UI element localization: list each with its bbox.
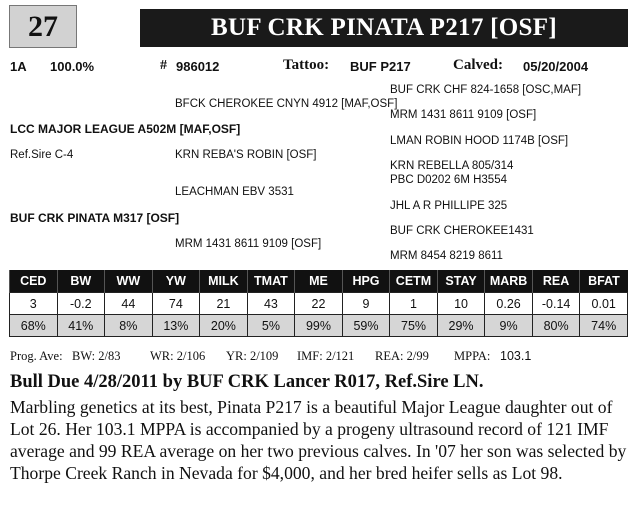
epd-value: 0.01 xyxy=(580,293,628,315)
epd-value: 0.26 xyxy=(485,293,533,315)
epd-value: 10 xyxy=(437,293,485,315)
pedigree-sire-dam: KRN REBA'S ROBIN [OSF] xyxy=(175,149,317,161)
epd-value: 44 xyxy=(105,293,153,315)
pedigree-ssire-sire-reg: MRM 1431 8611 9109 [OSF] xyxy=(390,109,537,121)
calved-label: Calved: xyxy=(453,57,503,73)
epd-value: 9 xyxy=(342,293,390,315)
epd-header: TMAT xyxy=(247,270,295,293)
epd-percentile: 75% xyxy=(390,315,438,337)
pedigree-dsire-dam: JHL A R PHILLIPE 325 xyxy=(390,200,508,212)
epd-value: 43 xyxy=(247,293,295,315)
info-code: 1A xyxy=(10,59,27,74)
progeny-label: Prog. Ave: xyxy=(10,349,63,363)
progeny-rea: REA: 2/99 xyxy=(375,349,429,363)
epd-percentile: 99% xyxy=(295,315,343,337)
pedigree-dam-dam: MRM 1431 8611 9109 [OSF] xyxy=(175,238,322,250)
reg-symbol: # xyxy=(160,58,167,73)
description-paragraph: Marbling genetics at its best, Pinata P217 is a beautiful Major League daughter out of Lot 26. Her 103.1 MPPA is accompanied by a progeny ultrasound record of 121 IMF average and 99 REA average on her two previous calves. In '07 her son was selected by Thorpe Creek Ranch in Nevada for $4,000, and her bred heifer sells as Lot 98. xyxy=(10,397,627,483)
epd-value: 22 xyxy=(295,293,343,315)
progeny-mppa-label: MPPA: xyxy=(454,349,491,363)
tattoo-value: BUF P217 xyxy=(350,59,411,74)
epd-values-row xyxy=(10,293,628,315)
info-percent: 100.0% xyxy=(50,59,95,74)
epd-percentile: 74% xyxy=(580,315,628,337)
pedigree-dam: BUF CRK PINATA M317 [OSF] xyxy=(10,211,180,225)
pedigree-sire: LCC MAJOR LEAGUE A502M [MAF,OSF] xyxy=(10,122,241,136)
tattoo-label: Tattoo: xyxy=(283,57,330,73)
epd-header: WW xyxy=(105,270,153,293)
epd-percentile-row xyxy=(10,315,628,337)
epd-header: CED xyxy=(10,270,58,293)
lot-number: 27 xyxy=(28,9,58,43)
epd-table xyxy=(9,270,628,337)
lot-number-box xyxy=(9,5,77,48)
pedigree-dam-sire: LEACHMAN EBV 3531 xyxy=(175,186,294,198)
epd-percentile: 68% xyxy=(10,315,58,337)
epd-percentile: 41% xyxy=(57,315,105,337)
epd-percentile: 13% xyxy=(152,315,200,337)
epd-header: CETM xyxy=(390,270,438,293)
progeny-bw: BW: 2/83 xyxy=(72,349,121,363)
epd-value: -0.2 xyxy=(57,293,105,315)
epd-header: BFAT xyxy=(580,270,628,293)
epd-header: REA xyxy=(532,270,580,293)
reg-number: 986012 xyxy=(176,59,220,74)
epd-header: YW xyxy=(152,270,200,293)
progeny-imf: IMF: 2/121 xyxy=(297,349,355,363)
epd-header: BW xyxy=(57,270,105,293)
epd-header: MILK xyxy=(200,270,248,293)
animal-name: BUF CRK PINATA P217 [OSF] xyxy=(211,14,557,41)
epd-value: 74 xyxy=(152,293,200,315)
pedigree-dsire-sire: PBC D0202 6M H3554 xyxy=(390,174,507,186)
pedigree-sdam-sire: LMAN ROBIN HOOD 1174B [OSF] xyxy=(390,135,569,147)
epd-percentile: 29% xyxy=(437,315,485,337)
progeny-mppa-value: 103.1 xyxy=(500,349,532,363)
pedigree-sdam-dam: KRN REBELLA 805/314 xyxy=(390,160,514,172)
calved-value: 05/20/2004 xyxy=(523,59,589,74)
epd-percentile: 20% xyxy=(200,315,248,337)
epd-header: STAY xyxy=(437,270,485,293)
pedigree-ddam-sire: BUF CRK CHEROKEE1431 xyxy=(390,225,534,237)
epd-percentile: 59% xyxy=(342,315,390,337)
epd-percentile: 8% xyxy=(105,315,153,337)
epd-header: HPG xyxy=(342,270,390,293)
progeny-yr: YR: 2/109 xyxy=(226,349,279,363)
progeny-wr: WR: 2/106 xyxy=(150,349,206,363)
pedigree-ref-sire: Ref.Sire C-4 xyxy=(10,149,74,161)
title-bar xyxy=(140,9,628,47)
epd-header-row xyxy=(10,270,628,293)
epd-value: -0.14 xyxy=(532,293,580,315)
epd-header: ME xyxy=(295,270,343,293)
epd-value: 21 xyxy=(200,293,248,315)
pedigree-ddam-dam: MRM 8454 8219 8611 xyxy=(390,250,503,262)
epd-percentile: 9% xyxy=(485,315,533,337)
pedigree-sire-sire: BFCK CHEROKEE CNYN 4912 [MAF,OSF] xyxy=(175,98,398,110)
epd-header: MARB xyxy=(485,270,533,293)
epd-percentile: 80% xyxy=(532,315,580,337)
epd-value: 3 xyxy=(10,293,58,315)
epd-percentile: 5% xyxy=(247,315,295,337)
pedigree-ssire-sire: BUF CRK CHF 824-1658 [OSC,MAF] xyxy=(390,84,582,96)
bull-due-line: Bull Due 4/28/2011 by BUF CRK Lancer R017, Ref.Sire LN. xyxy=(10,372,484,392)
epd-value: 1 xyxy=(390,293,438,315)
